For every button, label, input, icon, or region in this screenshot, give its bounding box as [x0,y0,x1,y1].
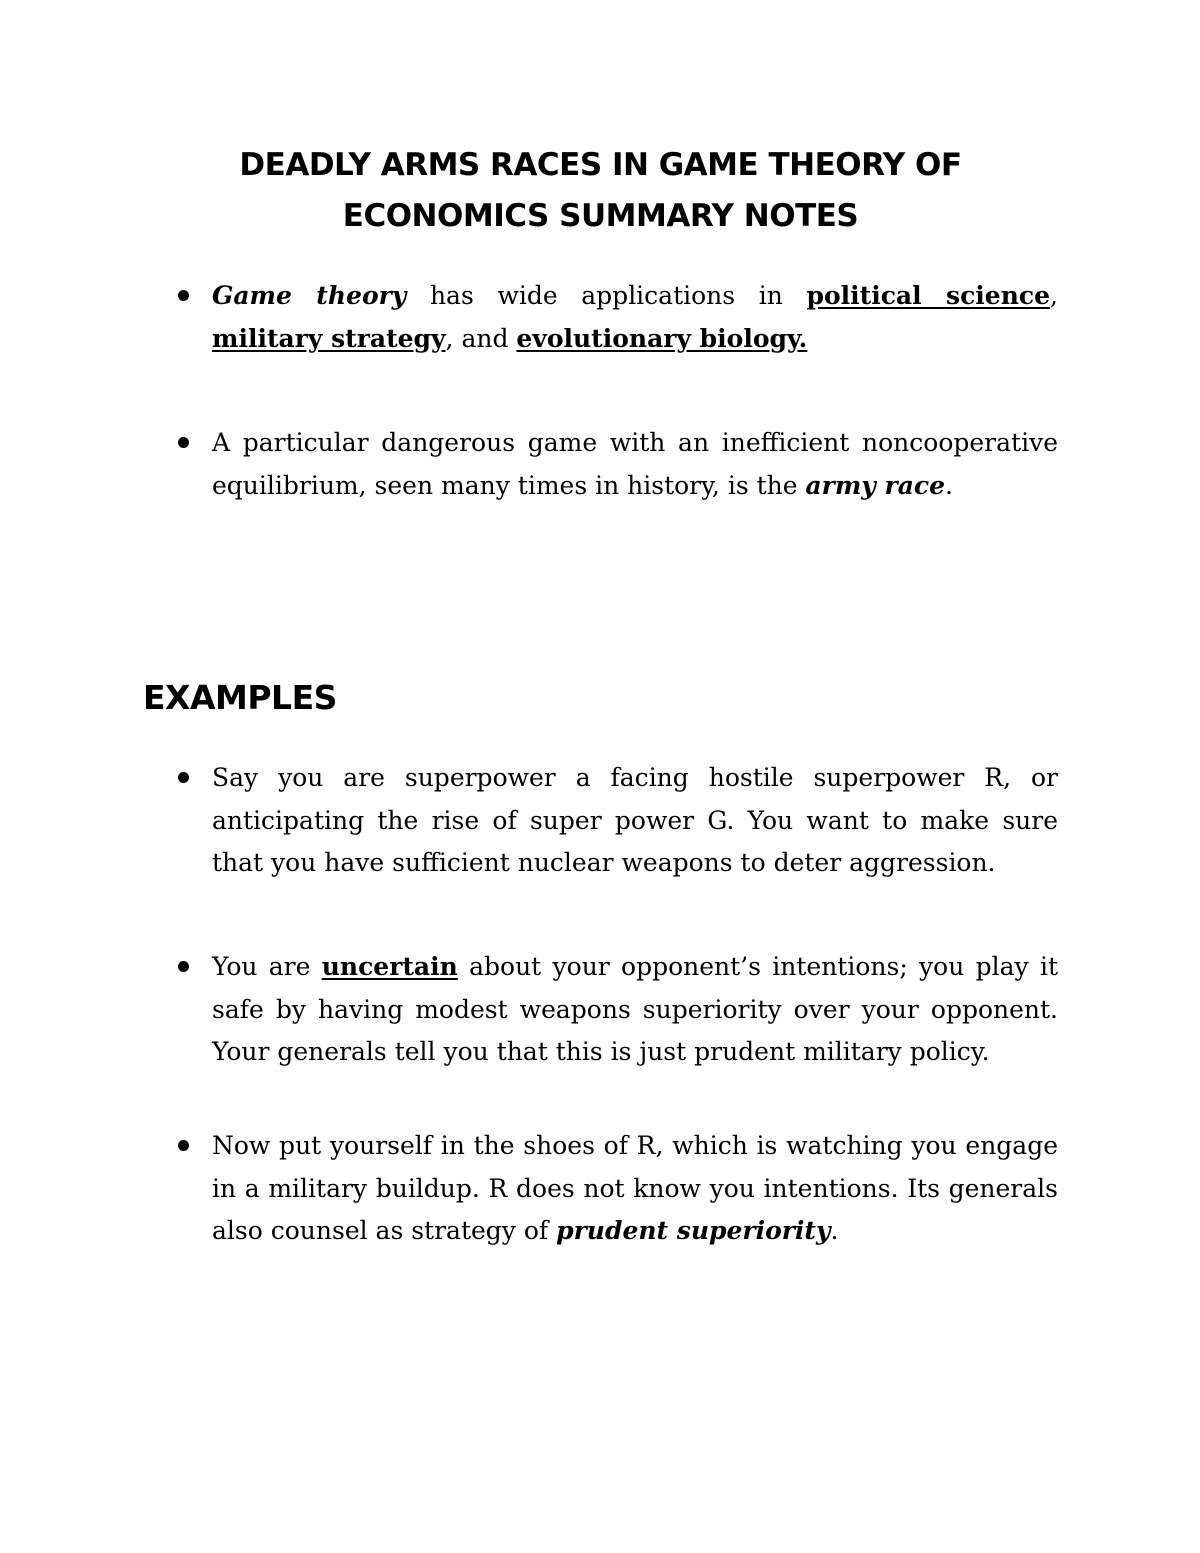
list-item-army-race [174,422,1058,507]
text-run: Now put yourself in the shoes of R, which is watching you engage in a military buildup. R does not know you intentions. Its generals also counsel as strategy of [212,1131,1058,1245]
text-run: Say you are superpower a facing hostile superpower R, or anticipating the rise of super power G. You want to make sure that you have sufficient nuclear weapons to deter aggression. [212,763,1058,877]
bullet-text [212,275,1058,360]
text-run: . [830,1216,839,1245]
list-item-uncertain [174,946,1058,1074]
bullet-icon [178,290,189,301]
list-item-shoes-of-r [174,1125,1058,1253]
text-run: about your opponent’s intentions; you play it safe by having modest weapons superiority over your opponent. Your generals tell you that this is just prudent military policy. [212,952,1058,1066]
examples-heading: EXAMPLES [143,678,337,717]
bullet-text [212,1125,1058,1253]
title-line-1: DEADLY ARMS RACES IN GAME THEORY OF [239,147,962,183]
title-line-2: ECONOMICS SUMMARY NOTES [342,198,859,234]
emphasis-army-race: army race [805,470,946,500]
bullet-icon [178,961,189,972]
list-item-game-theory [174,275,1058,360]
document-title [143,140,1058,242]
text-run: . [945,470,953,500]
underlined-political-science: political science [806,281,1051,310]
bullet-text [212,422,1058,507]
emphasis-game-theory: Game theory [212,281,407,310]
bullet-icon [178,1140,189,1151]
text-run: , and [445,323,517,353]
bullet-icon [178,437,189,448]
text-run: A particular dangerous game with an inefficient noncooperative equilibrium, seen many times in history, is the [212,428,1058,500]
underlined-military-strategy: military strategy [212,323,446,353]
bullet-text [212,946,1058,1074]
text-run: You are [212,952,322,981]
text-run: , [1050,281,1058,310]
underlined-evolutionary-biology: evolutionary biology. [516,323,808,353]
underlined-uncertain: uncertain [321,952,458,981]
text-run: has wide applications in [406,281,807,310]
bullet-icon [178,772,189,783]
list-item-superpower [174,757,1058,885]
bullet-text [212,757,1058,885]
emphasis-prudent-superiority: prudent superiority [556,1216,831,1245]
